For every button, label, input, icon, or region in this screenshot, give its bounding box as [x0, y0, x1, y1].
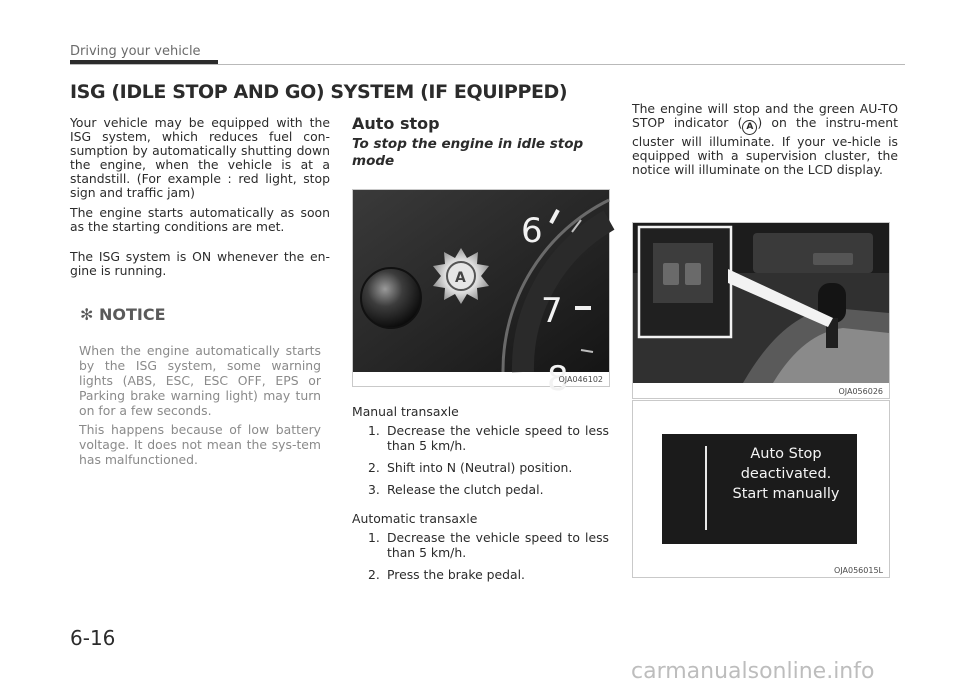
list-item: [368, 460, 608, 475]
asterisk-icon: ✻: [80, 305, 94, 324]
notice-paragraph-2: This happens because of low battery voltage. It does not mean the sys-tem has malfunctioned.: [79, 422, 321, 467]
auto-stop-title: Auto stop: [352, 114, 440, 133]
step-text: Release the clutch pedal.: [387, 482, 544, 497]
figure-lcd-display: [632, 400, 890, 578]
notice-heading: [80, 305, 166, 324]
step-text: Shift into N (Neutral) position.: [387, 460, 573, 475]
list-item: [368, 423, 608, 453]
step-number: 1.: [368, 530, 380, 545]
lcd-line-2: deactivated.: [740, 466, 832, 482]
list-item: [368, 482, 608, 497]
step-number: 3.: [368, 482, 380, 497]
list-item: [368, 567, 608, 582]
step-number: 1.: [368, 423, 380, 438]
intro-paragraph-3: The ISG system is ON whenever the en-gine is running.: [70, 249, 330, 278]
auto-stop-inline-icon: A: [742, 120, 757, 135]
auto-stop-subtitle: To stop the engine in idle stop mode: [352, 136, 584, 169]
list-item: [368, 530, 608, 560]
gauge-number-8: 8: [547, 359, 569, 399]
automatic-transaxle-heading: Automatic transaxle: [352, 511, 478, 526]
step-text: Decrease the vehicle speed to less than 5 km/h.: [387, 530, 609, 560]
step-text: Press the brake pedal.: [387, 567, 525, 582]
svg-text:A: A: [455, 270, 466, 286]
figure-gauge: [352, 189, 610, 399]
notice-paragraph-1: When the engine automatically starts by the ISG system, some warning lights (ABS, ESC, ESC OFF, EPS or Parking brake warning light) may turn on for a few seconds.: [79, 343, 321, 418]
header-divider: [70, 64, 905, 65]
figure-code: OJA056015L: [834, 566, 883, 575]
gauge-number-6: 6: [521, 211, 543, 251]
step-number: 2.: [368, 460, 380, 475]
figure-code: OJA056026: [838, 387, 883, 396]
intro-paragraph-2: The engine starts automatically as soon as the starting conditions are met.: [70, 205, 330, 234]
lcd-line-1: Auto Stop: [750, 446, 822, 462]
gauge-knob: [361, 268, 421, 328]
watermark: carmanualsonline.info: [631, 659, 875, 684]
figure-gear-shifter: [632, 222, 890, 399]
figure-code: OJA046102: [558, 375, 603, 384]
auto-stop-description: [632, 102, 898, 177]
step-text: Decrease the vehicle speed to less than 5 km/h.: [387, 423, 609, 453]
section-label: Driving your vehicle: [70, 44, 201, 59]
gear-shifter-illustration: [633, 223, 889, 383]
lcd-display: [662, 434, 857, 544]
notice-title: NOTICE: [98, 305, 166, 324]
manual-transaxle-heading: Manual transaxle: [352, 404, 459, 419]
lcd-line-3: Start manually: [732, 486, 840, 502]
page-title: ISG (IDLE STOP AND GO) SYSTEM (IF EQUIPPED): [70, 81, 568, 103]
gauge-number-7: 7: [541, 291, 563, 331]
step-number: 2.: [368, 567, 380, 582]
intro-paragraph-1: Your vehicle may be equipped with the ISG system, which reduces fuel con-sumption by automatically shutting down the engine, when the vehicle is at a standstill. (For example : red light, stop sign and traffic jam): [70, 115, 330, 200]
lcd-message: [720, 444, 852, 504]
lcd-divider: [705, 446, 707, 530]
description-text-1: The engine will stop and the green AU-TO STOP indicator (: [632, 101, 898, 130]
description-text-2: ) on the instru-ment cluster will illuminate. If your ve-hicle is equipped with a supervision cluster, the notice will illuminate on the LCD display.: [632, 115, 898, 177]
page-number: 6-16: [70, 626, 116, 650]
